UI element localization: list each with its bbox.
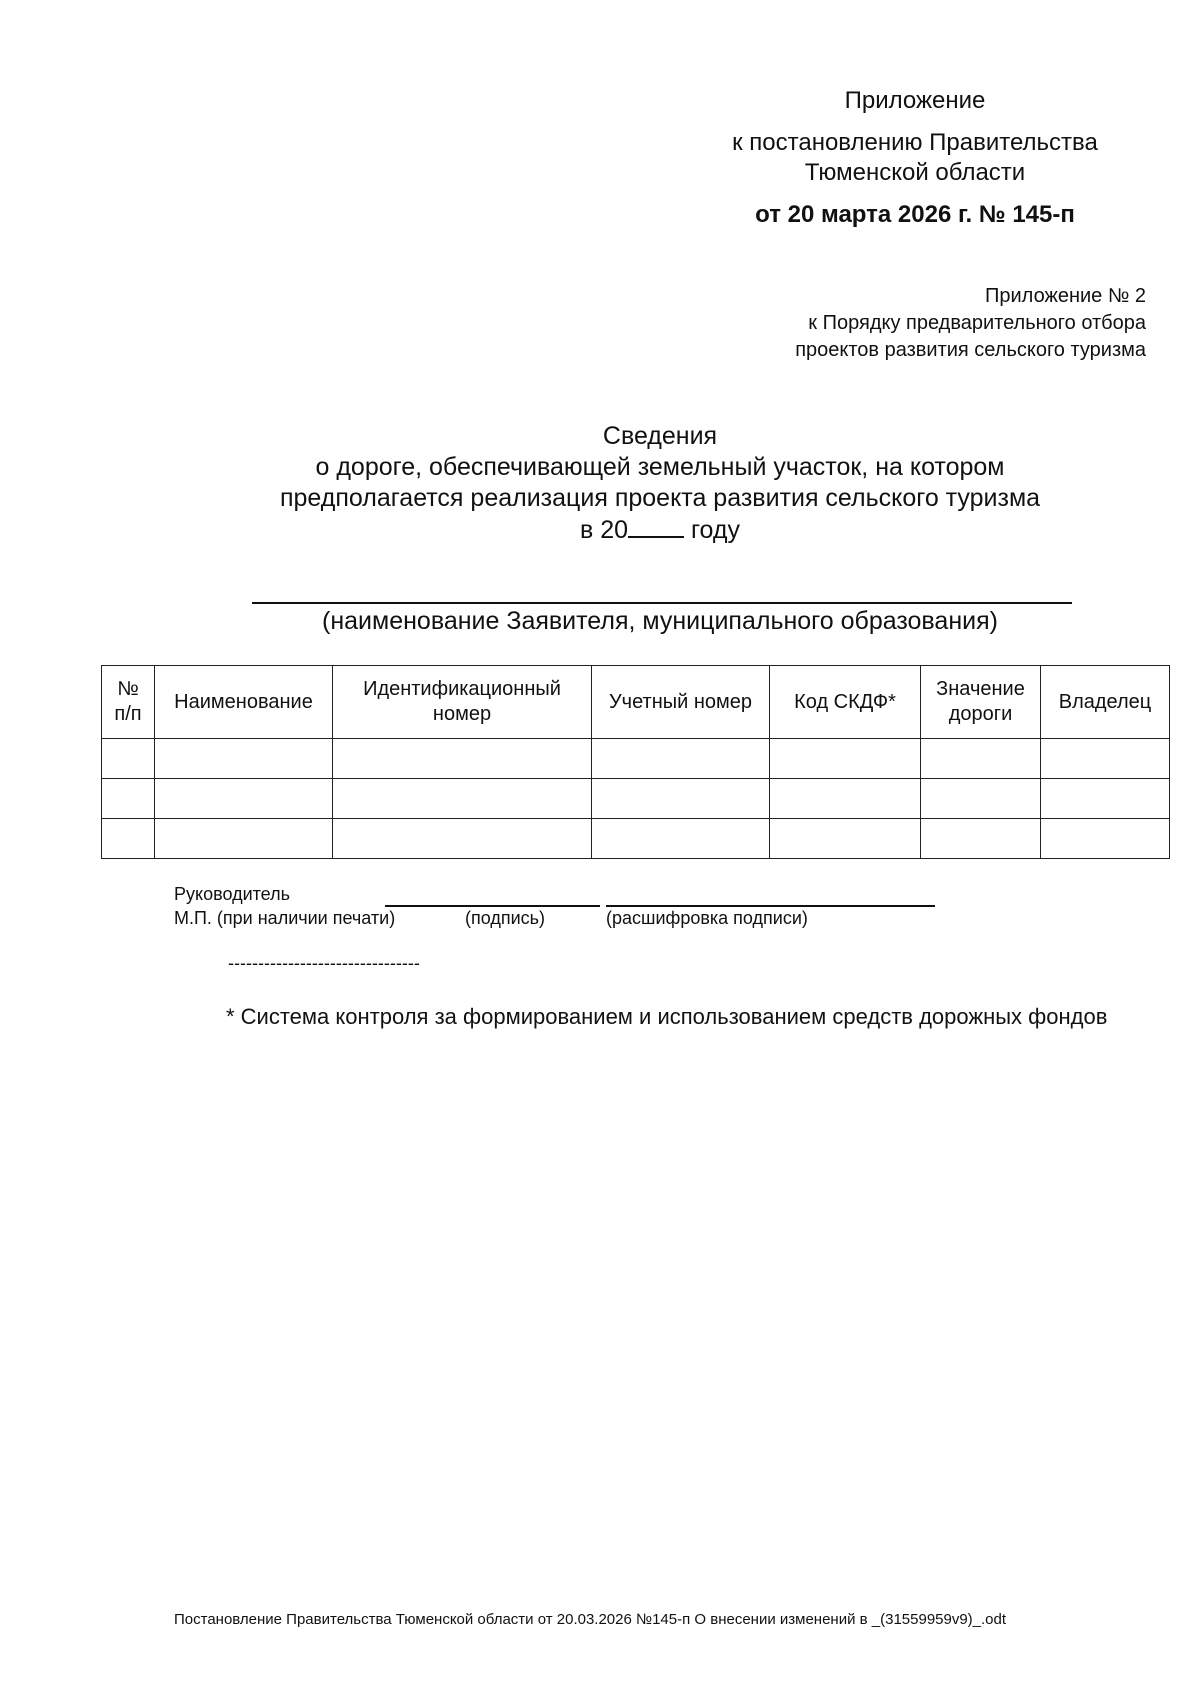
page-footer: Постановление Правительства Тюменской области от 20.03.2026 №145-п О внесении изменений в _(31559959v9)_.odt [174,1611,1007,1628]
signatory-role: Руководитель [174,884,290,904]
table-row [102,779,1170,819]
annex-title: Приложение [844,87,986,114]
table-header-row [102,666,1170,739]
col-header-name: Наименование [155,666,333,739]
year-suffix: году [690,516,740,544]
table-cell [155,739,333,779]
col-header-skdf-code: Код СКДФ* [770,666,921,739]
table-cell [592,819,770,859]
applicant-caption: (наименование Заявителя, муниципального образования) [322,607,998,635]
applicant-name-line [252,602,1072,604]
table-cell [1041,739,1170,779]
year-blank [628,514,684,538]
appendix-number: Приложение № 2 [985,285,1146,307]
table-cell [333,739,592,779]
table-cell [333,779,592,819]
footnote-text: * Система контроля за формированием и использованием средств дорожных фондов [226,1004,1108,1029]
table-cell [592,779,770,819]
table-cell [102,819,155,859]
stamp-label: М.П. (при наличии печати) [174,908,396,928]
signature-caption: (подпись) [465,908,546,928]
col-header-owner: Владелец [1041,666,1170,739]
appendix-subject: проектов развития сельского туризма [795,339,1146,361]
document-subtitle-2: предполагается реализация проекта развития сельского туризма [279,484,1041,512]
col-header-id-number: Идентификационный номер [333,666,592,739]
table-cell [921,739,1041,779]
table-cell [592,739,770,779]
table-row [102,819,1170,859]
annex-date-number: от 20 марта 2026 г. № 145-п [755,201,1075,228]
table-cell [770,779,921,819]
table-cell [155,819,333,859]
table-cell [770,819,921,859]
table-cell [1041,819,1170,859]
table-cell [102,779,155,819]
appendix-order: к Порядку предварительного отбора [808,312,1146,334]
year-prefix: в 20 [579,516,629,544]
table-cell [333,819,592,859]
annex-reference: к постановлению Правительства [732,129,1098,156]
footnote-separator: -------------------------------- [228,953,420,973]
annex-region: Тюменской области [804,159,1026,186]
signature-decode-caption: (расшифровка подписи) [606,908,808,928]
table-cell [102,739,155,779]
document-subtitle-1: о дороге, обеспечивающей земельный участок, на котором [315,453,1005,481]
document-title: Сведения [602,422,718,450]
col-header-number: № п/п [102,666,155,739]
road-info-table [101,665,1170,859]
table-cell [1041,779,1170,819]
table-cell [921,819,1041,859]
table-cell [921,779,1041,819]
table-row [102,739,1170,779]
table-cell [770,739,921,779]
table-cell [155,779,333,819]
document-year-line [160,514,1160,546]
col-header-account-number: Учетный номер [592,666,770,739]
col-header-road-significance: Значение дороги [921,666,1041,739]
